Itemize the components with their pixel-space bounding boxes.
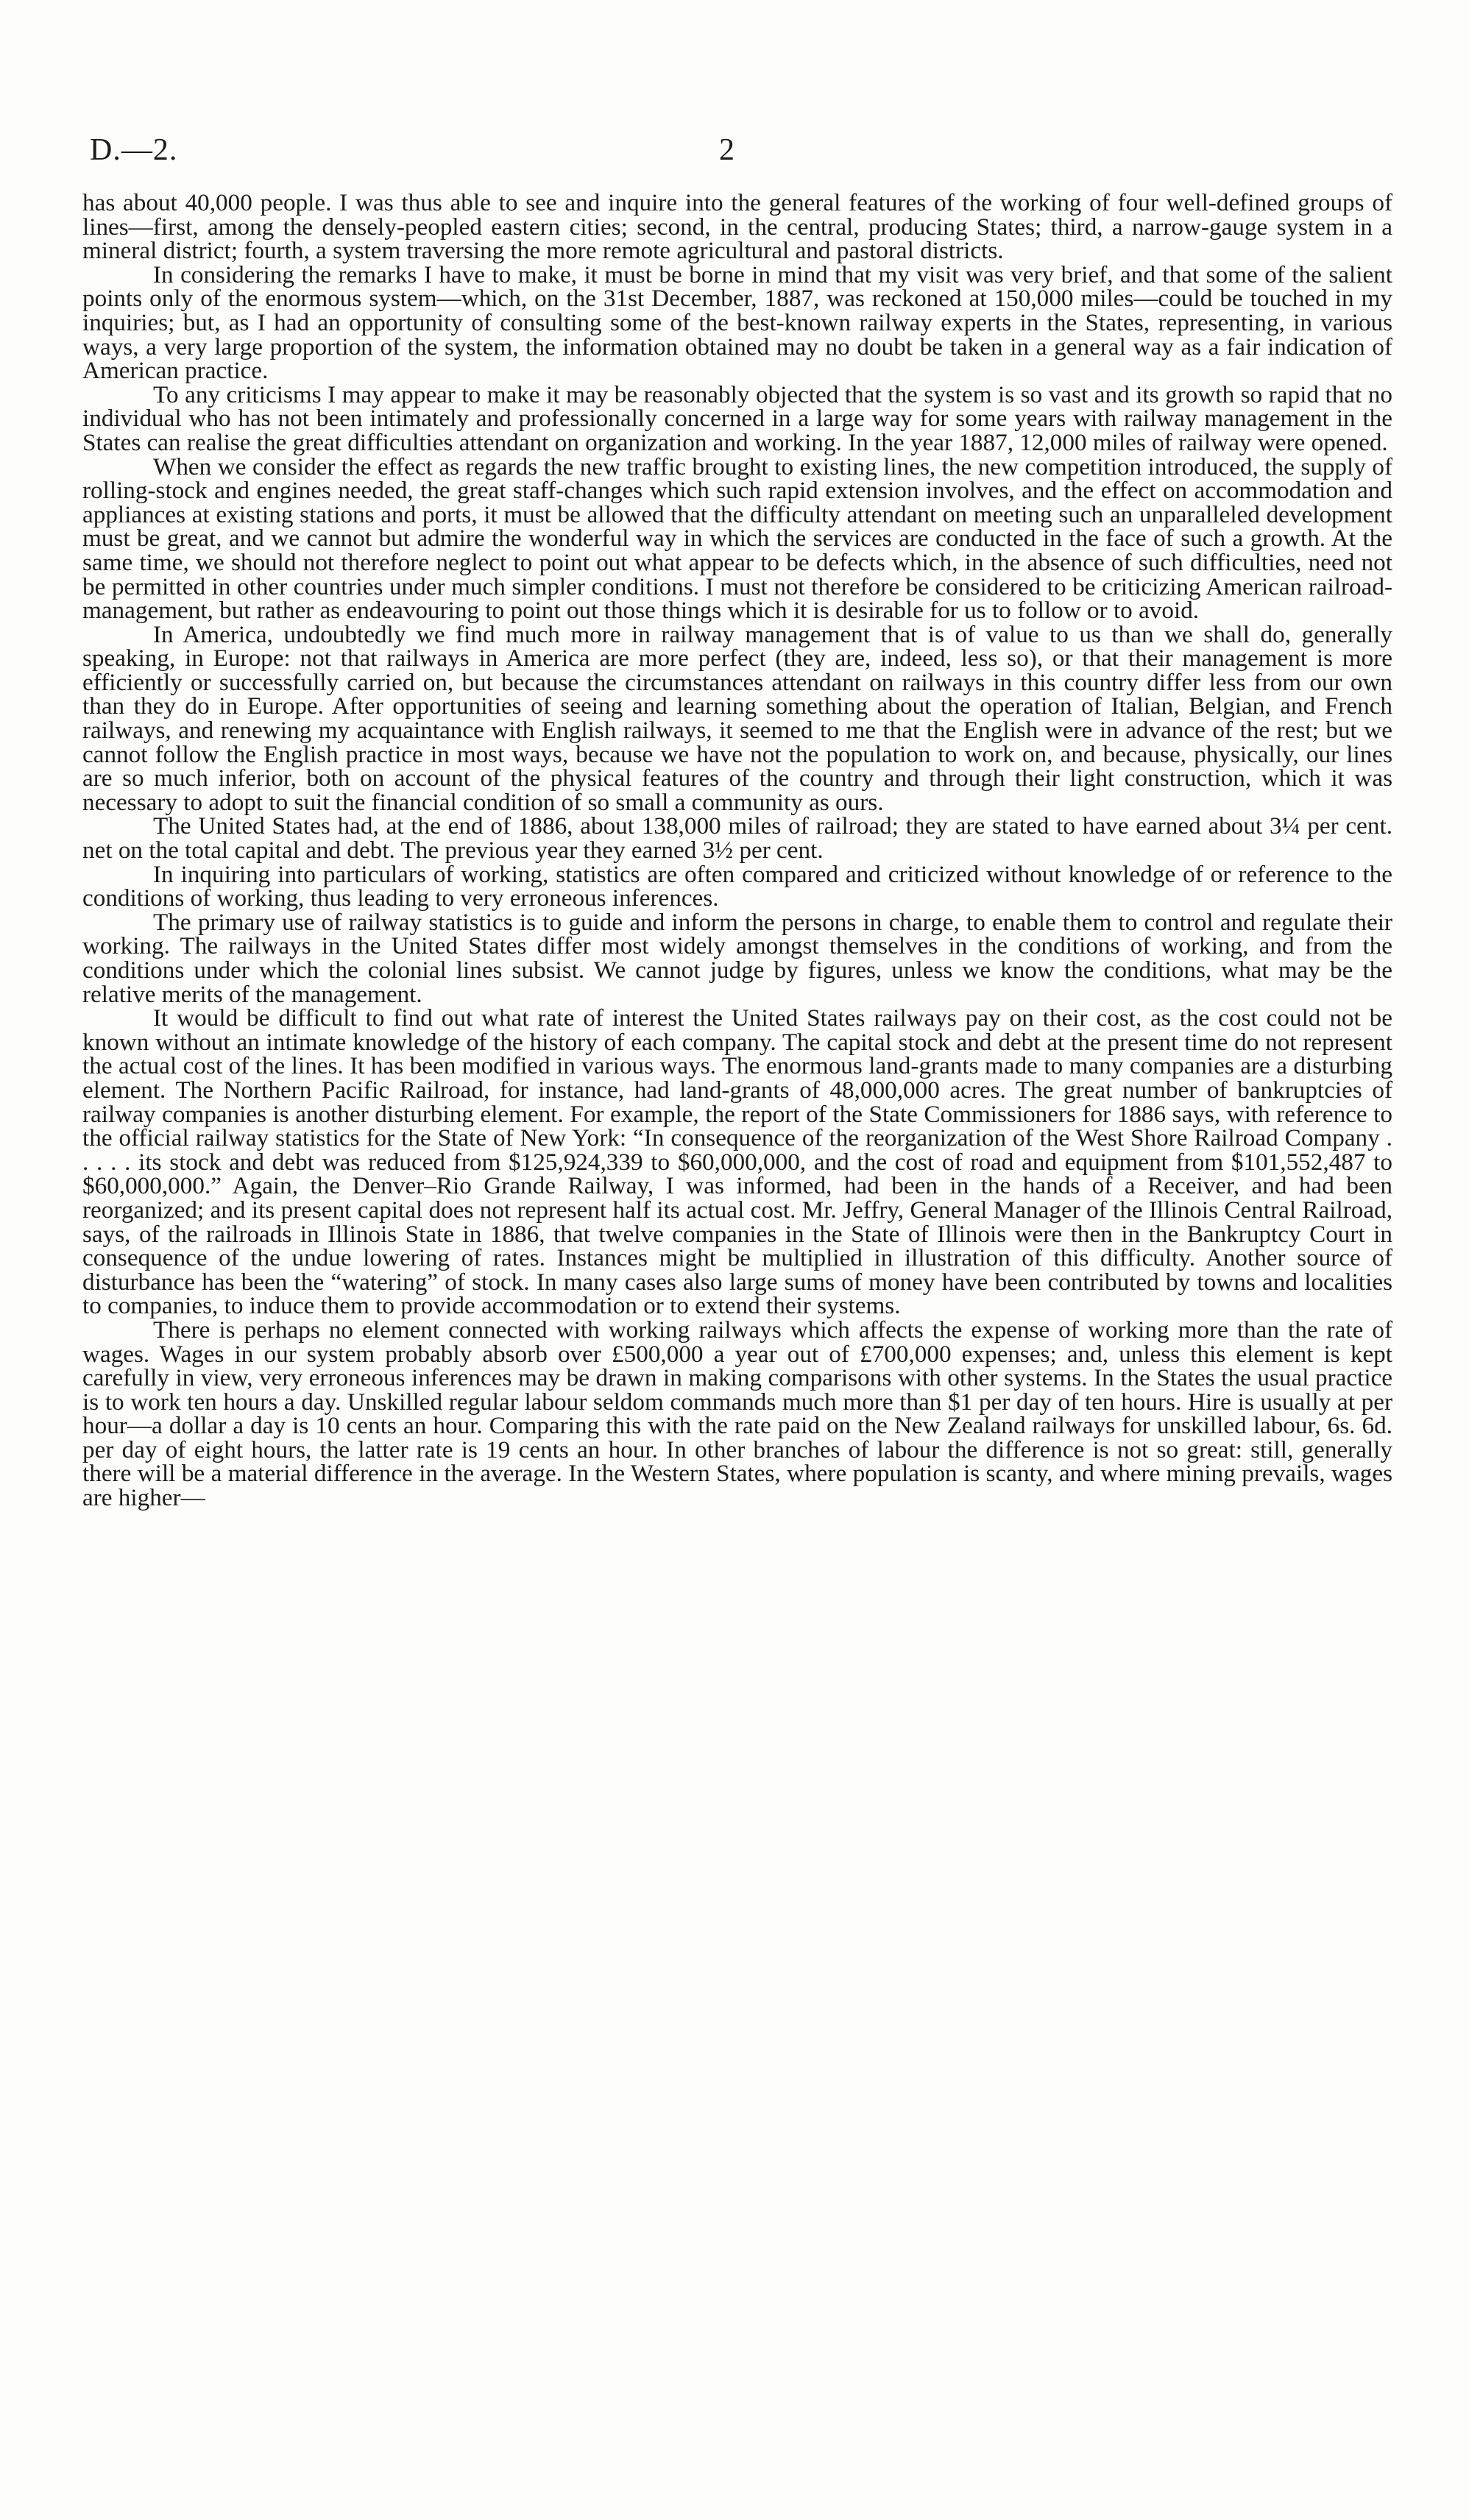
paragraph: In inquiring into particulars of working, statistics are often compared and criticized without knowledge of or reference to the conditions of working, thus leading to very erroneous inferences. — [82, 860, 1392, 912]
paragraph: It would be difficult to find out what rate of interest the United States railways pay on their cost, as the cost could not be known without an intimate knowledge of the history of each company. The capital stock and debt at the present time do not represent the actual cost of the lines. It has been modified in various ways. The enormous land-grants made to many companies are a disturbing element. The Northern Pacific Railroad, for instance, had land-grants of 48,000,000 acres. The great number of bankruptcies of railway companies is another disturbing element. For example, the report of the State Commissioners for 1886 says, with reference to the official railway statistics for the State of New York: “In consequence of the reorganization of the West Shore Railroad Company . . . . . its stock and debt was reduced from $125,924,339 to $60,000,000, and the cost of road and equipment from $101,552,487 to $60,000,000.” Again, the Denver–Rio Grande Railway, I was informed, had been in the hands of a Receiver, and had been reorganized; and its present capital does not represent half its actual cost. Mr. Jeffry, General Manager of the Illinois Central Railroad, says, of the railroads in Illinois State in 1886, that twelve companies in the State of Illinois were then in the Bankruptcy Court in consequence of the undue lowering of rates. Instances might be multiplied in illustration of this difficulty. Another source of disturbance has been the “watering” of stock. In many cases also large sums of money have been contributed by towns and localities to companies, to induce them to provide accommodation or to extend their systems. — [82, 1004, 1392, 1320]
body-text — [82, 191, 1392, 1511]
paragraph: In America, undoubtedly we find much more in railway management that is of value to us than we shall do, generally speaking, in Europe: not that railways in America are more perfect (they are, indeed, less so), or that their management is more efficiently or successfully carried on, but because the circumstances attendant on railways in this country differ less from our own than they do in Europe. After opportunities of seeing and learning something about the operation of Italian, Belgian, and French railways, and renewing my acquaintance with English railways, it seemed to me that the English were in advance of the rest; but we cannot follow the English practice in most ways, because we have not the population to work on, and because, physically, our lines are so much inferior, both on account of the physical features of the country and through their light construction, which it was necessary to adopt to suit the financial condition of so small a community as ours. — [82, 620, 1392, 816]
paragraph: The United States had, at the end of 1886, about 138,000 miles of railroad; they are stated to have earned about 3¼ per cent. net on the total capital and debt. The previous year they earned 3½ per cent. — [82, 812, 1392, 865]
paragraph: The primary use of railway statistics is to guide and inform the persons in charge, to enable them to control and regulate their working. The railways in the United States differ most widely amongst themselves in the conditions of working, and from the conditions under which the colonial lines subsist. We cannot judge by figures, unless we know the conditions, what may be the relative merits of the management. — [82, 908, 1392, 1008]
paragraph: When we consider the effect as regards the new traffic brought to existing lines, the new competition introduced, the supply of rolling-stock and engines needed, the great staff-changes which such rapid extension involves, and the effect on accommodation and appliances at existing stations and ports, it must be allowed that the difficulty attendant on meeting such an unparalleled development must be great, and we cannot but admire the wonderful way in which the services are conducted in the face of such a growth. At the same time, we should not therefore neglect to point out what appear to be defects which, in the absence of such difficulties, need not be permitted in other countries under much simpler conditions. I must not therefore be considered to be criticizing American railroad-management, but rather as endeavouring to point out those things which it is desirable for us to follow or to avoid. — [82, 452, 1392, 625]
document-page — [82, 125, 1392, 1511]
paragraph: has about 40,000 people. I was thus able to see and inquire into the general features of the working of four well-defined groups of lines—first, among the densely-peopled eastern cities; second, in the central, producing States; third, a narrow-gauge system in a mineral district; fourth, a system traversing the more remote agricultural and pastoral districts. — [82, 189, 1392, 265]
page-number: 2 — [719, 133, 734, 167]
document-reference: D.—2. — [90, 133, 178, 167]
page-header — [82, 125, 1392, 166]
paragraph: To any criticisms I may appear to make it may be reasonably objected that the system is so vast and its growth so rapid that no individual who has not been intimately and professionally concerned in a large way for some years with railway management in the States can realise the great difficulties attendant on organization and working. In the year 1887, 12,000 miles of railway were opened. — [82, 380, 1392, 456]
paragraph: There is perhaps no element connected with working railways which affects the expense of working more than the rate of wages. Wages in our system probably absorb over £500,000 a year out of £700,000 expenses; and, unless this element is kept carefully in view, very erroneous inferences may be drawn in making comparisons with other systems. In the States the usual practice is to work ten hours a day. Unskilled regular labour seldom commands much more than $1 per day of ten hours. Hire is usually at per hour—a dollar a day is 10 cents an hour. Comparing this with the rate paid on the New Zealand railways for unskilled labour, 6s. 6d. per day of eight hours, the latter rate is 19 cents an hour. In other branches of labour the difference is not so great: still, generally there will be a material difference in the average. In the Western States, where population is scanty, and where mining prevails, wages are higher— — [82, 1316, 1392, 1512]
paragraph: In considering the remarks I have to make, it must be borne in mind that my visit was very brief, and that some of the salient points only of the enormous system—which, on the 31st December, 1887, was reckoned at 150,000 miles—could be touched in my inquiries; but, as I had an opportunity of consulting some of the best-known railway experts in the States, representing, in various ways, a very large proportion of the system, the information obtained may no doubt be taken in a general way as a fair indication of American practice. — [82, 260, 1392, 385]
